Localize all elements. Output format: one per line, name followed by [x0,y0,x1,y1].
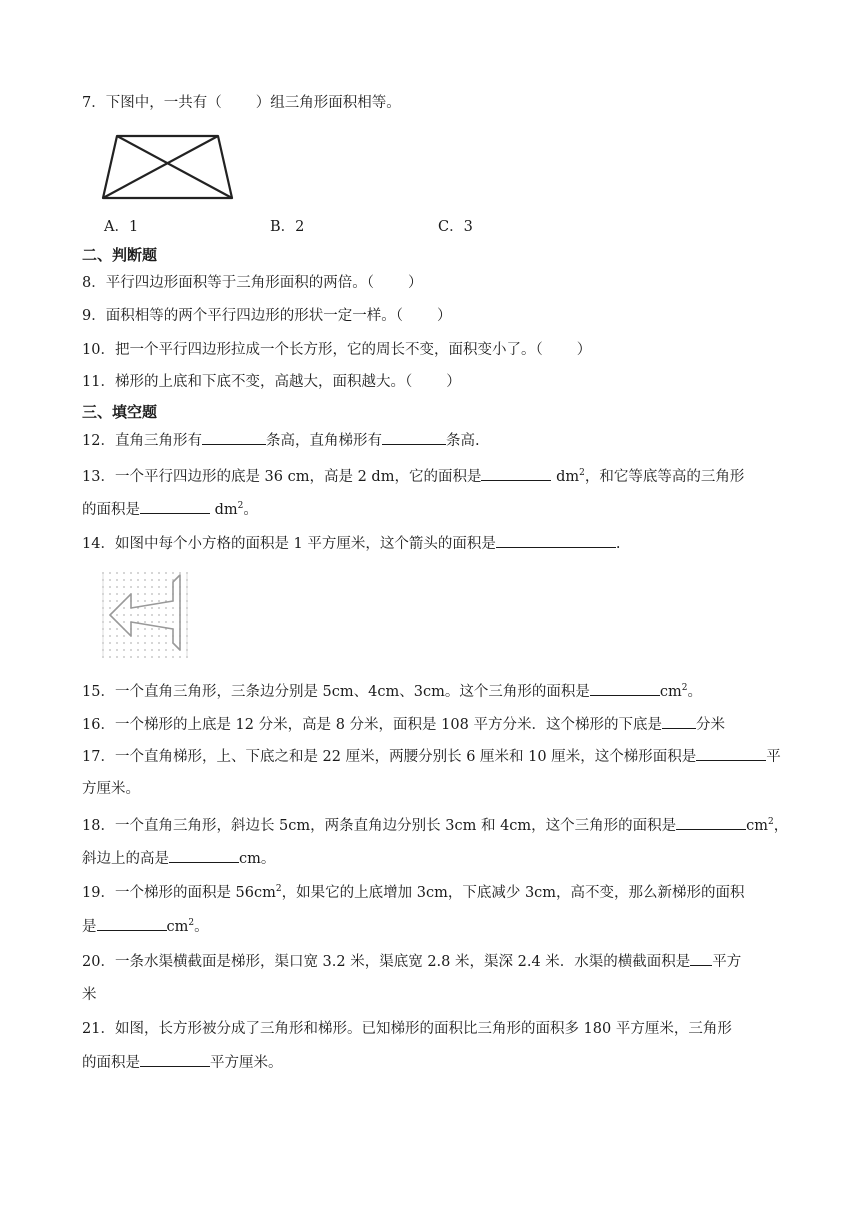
question-20-line-1 [82,951,790,972]
trapezoid-diagonal-2 [103,136,218,198]
q12-blank-2[interactable] [382,430,446,445]
q21-text-b: 的面积是 [82,1055,140,1071]
q13-text-f: 。 [243,502,258,518]
q16-text-b: 分米 [695,717,725,733]
q18-blank-1[interactable] [676,815,746,830]
q17-text-b: 平 [766,749,781,765]
question-11 [82,372,790,392]
q7-text-a: 7．下图中，一共有（ [82,95,222,111]
trapezoid-figure [100,132,236,202]
question-19-line-1 [82,883,790,903]
q13-sup-1: 2 [579,468,585,478]
q9-text: 9．面积相等的两个平行四边形的形状一定一样。（ [82,308,403,324]
q14-blank[interactable] [496,533,616,548]
question-13-line-2 [82,499,790,520]
q11-close: ） [446,374,461,390]
question-18-line-2 [82,848,790,869]
q13-sup-2: 2 [237,501,244,511]
q13-text-b: dm [551,469,580,485]
q10-text: 10．把一个平行四边形拉成一个长方形，它的周长不变，面积变小了。（ [82,342,543,358]
q20-text-a: 20．一条水渠横截面是梯形，渠口宽 3.2 米，渠底宽 2.8 米，渠深 2.4 米．水渠的横截面积是 [82,954,691,970]
q13-text-e: dm [210,502,238,518]
q15-sup: 2 [681,683,688,693]
question-17-line-1 [82,746,790,767]
q12-text-a: 12．直角三角形有 [82,433,202,449]
question-19-line-2 [82,916,790,937]
q19-text-e: 。 [194,919,209,935]
q14-text-a: 14．如图中每个小方格的面积是 1 平方厘米，这个箭头的面积是 [82,536,496,552]
q15-text-a: 15．一个直角三角形，三条边分别是 5cm、4cm、3cm。这个三角形的面积是 [82,684,590,700]
question-18-line-1 [82,815,790,836]
q18-text-c: ， [773,818,789,834]
q21-text-c: 平方厘米。 [210,1055,283,1071]
q20-text-c: 米 [82,987,97,1003]
q8-text: 8．平行四边形面积等于三角形面积的两倍。（ [82,275,374,291]
q19-sup-1: 2 [275,884,282,894]
q12-text-b: 条高，直角梯形有 [265,433,382,449]
q18-text-a: 18．一个直角三角形，斜边长 5cm，两条直角边分别长 3cm 和 4cm，这个三角形的面积是 [82,818,677,834]
q13-text-c: ，和它等底等高的三角形 [584,469,745,485]
q18-text-b: cm [746,818,769,834]
q19-sup-2: 2 [188,918,195,928]
q15-text-b: cm [659,684,682,700]
q12-blank-1[interactable] [202,430,266,445]
q7-option-a[interactable]: A．1 [104,219,139,235]
question-21-line-2 [82,1052,790,1073]
q10-close: ） [576,342,592,358]
q15-blank[interactable] [590,681,660,696]
q16-blank[interactable] [662,714,696,729]
q19-text-d: cm [166,919,189,935]
arrow-grid-figure [100,570,190,660]
question-21-line-1 [82,1019,790,1039]
question-13-line-1 [82,466,790,487]
q7-option-b[interactable]: B．2 [270,219,305,235]
q16-text-a: 16．一个梯形的上底是 12 分米，高是 8 分米，面积是 108 平方分米．这个梯形的下底是 [82,717,662,733]
q17-text-c: 方厘米。 [82,781,140,797]
trapezoid-diagonal-1 [117,136,232,198]
q19-text-c: 是 [82,919,97,935]
q12-text-c: 条高. [445,433,480,449]
q7-option-c[interactable]: C．3 [438,219,473,235]
q15-text-c: 。 [687,684,702,700]
question-10 [82,340,790,360]
q17-text-a: 17．一个直角梯形，上、下底之和是 22 厘米，两腰分别长 6 厘米和 10 厘米，这个梯形面积是 [82,749,697,765]
question-7 [82,93,790,113]
question-16 [82,714,790,735]
q8-close: ） [407,275,423,291]
q14-text-b: . [615,536,621,552]
q18-text-d: 斜边上的高是 [82,851,169,867]
section-heading-judge: 二、判断题 [82,246,158,264]
question-9 [82,306,790,326]
q13-blank-1[interactable] [481,466,551,481]
q7-text-b: ）组三角形面积相等。 [255,95,401,111]
q18-text-e: cm。 [239,851,276,867]
q13-blank-2[interactable] [140,499,210,514]
q21-text-a: 21．如图，长方形被分成了三角形和梯形。已知梯形的面积比三角形的面积多 180 平方厘米，三角形 [82,1021,732,1037]
q20-blank[interactable] [690,951,712,966]
q11-text: 11．梯形的上底和下底不变，高越大，面积越大。（ [82,374,413,390]
q20-text-b: 平方 [712,954,742,970]
section-heading-fill: 三、填空题 [82,403,158,421]
q19-blank[interactable] [97,916,167,931]
q9-close: ） [436,308,452,324]
question-17-line-2 [82,779,790,799]
question-14 [82,533,790,554]
question-15 [82,681,790,702]
q19-text-a: 19．一个梯形的面积是 56cm [82,885,276,901]
q13-text-a: 13．一个平行四边形的底是 36 cm，高是 2 dm，它的面积是 [82,469,482,485]
q17-blank[interactable] [696,746,766,761]
q18-blank-2[interactable] [169,848,239,863]
q21-blank[interactable] [140,1052,210,1067]
question-20-line-2 [82,985,790,1005]
q13-text-d: 的面积是 [82,502,140,518]
question-8 [82,273,790,293]
question-12 [82,430,790,451]
q18-sup: 2 [768,817,774,827]
q19-text-b: ，如果它的上底增加 3cm，下底减少 3cm，高不变，那么新梯形的面积 [281,885,745,901]
